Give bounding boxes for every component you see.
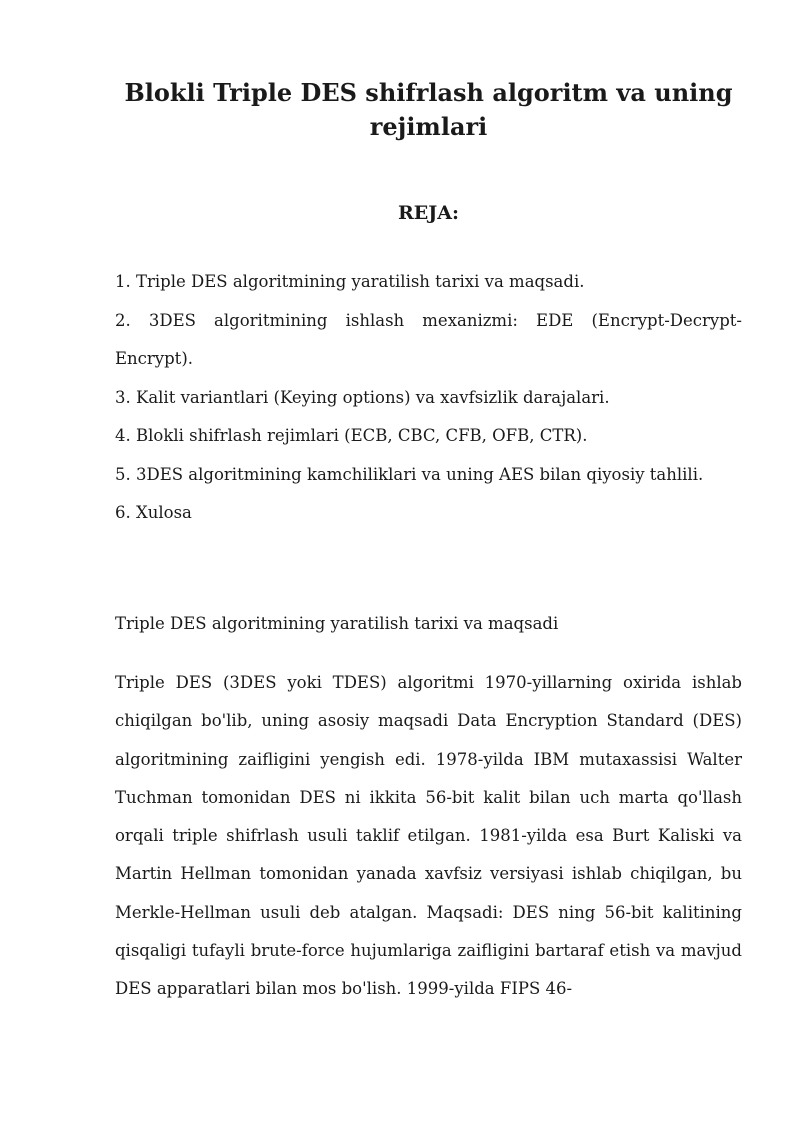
section-paragraph: Triple DES (3DES yoki TDES) algoritmi 1970-yillarning oxirida ishlab chiqilgan bo'lib, uning asosiy maqsadi Data Encryption Standard (DES) algoritmining zaifligini yengish edi. 1978-yilda IBM mutaxassisi Walter Tuchman tomonidan DES ni ikkita 56-bit kalit bilan uch marta qo'llash orqali triple shifrlash usuli taklif etilgan. 1981-yilda esa Burt Kaliski va Martin Hellman tomonidan yanada xavfsiz versiyasi ishlab chiqilgan, bu Merkle-Hellman usuli deb atalgan. Maqsadi: DES ning 56-bit kalitining qisqaligi tufayli brute-force hujumlariga zaifligini bartaraf etish va mavjud DES apparatlari bilan mos bo'lish. 1999-yilda FIPS 46- bbox=[115, 673, 742, 999]
plan-heading: REJA: bbox=[397, 202, 460, 224]
plan-item: 4. Blokli shifrlash rejimlari (ECB, CBC, CFB, OFB, CTR). bbox=[115, 426, 588, 445]
plan-item: 5. 3DES algoritmining kamchiliklari va uning AES bilan qiyosiy tahlili. bbox=[115, 464, 704, 484]
plan-list bbox=[115, 263, 742, 533]
plan-item: 1. Triple DES algoritmining yaratilish tarixi va maqsadi. bbox=[115, 272, 585, 291]
document-title: Blokli Triple DES shifrlash algoritm va uning rejimlari bbox=[124, 78, 733, 141]
plan-item: 3. Kalit variantlari (Keying options) va xavfsizlik darajalari. bbox=[115, 387, 610, 407]
plan-item: 6. Xulosa bbox=[115, 503, 192, 522]
plan-item: 2. 3DES algoritmining ishlash mexanizmi: EDE (Encrypt-Decrypt-Encrypt). bbox=[115, 310, 742, 368]
section-heading: Triple DES algoritmining yaratilish tarixi va maqsadi bbox=[115, 614, 559, 633]
